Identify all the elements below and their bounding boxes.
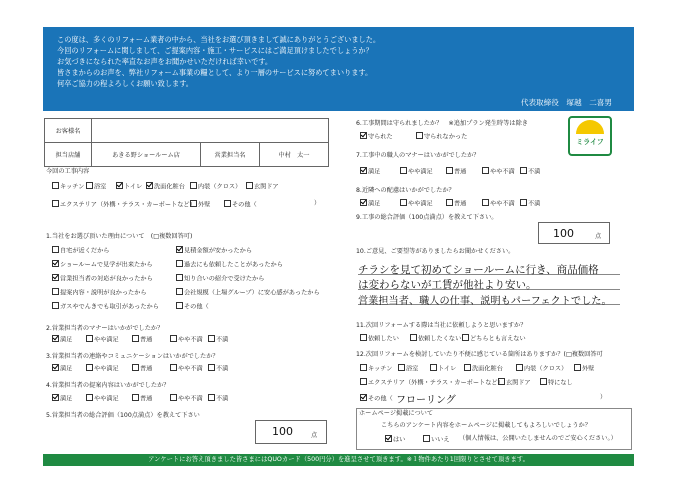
staff-value: 中村 太一	[260, 143, 329, 167]
option	[482, 167, 515, 177]
option-label: 知り合いの紹介で受けたから	[184, 275, 265, 283]
option	[52, 246, 110, 256]
option	[398, 364, 418, 374]
checkbox[interactable]	[52, 394, 59, 401]
option-label: 普通	[140, 336, 153, 344]
web-note: （個人情報は、公開いたしませんのでご安心ください。）	[459, 435, 617, 442]
checkbox[interactable]	[446, 167, 453, 174]
q10-comment-area[interactable]	[358, 260, 628, 310]
option-label: ）	[314, 200, 321, 207]
homepage-section	[356, 408, 632, 450]
customer-name-field[interactable]	[92, 119, 329, 143]
option	[170, 335, 203, 345]
checkbox[interactable]	[170, 335, 177, 342]
checkbox[interactable]	[132, 335, 139, 342]
checkbox[interactable]	[86, 182, 93, 189]
comment-line: 営業担当者、職人の仕事、説明もパーフェクトでした。	[358, 296, 612, 307]
option	[176, 288, 320, 298]
option	[176, 246, 252, 256]
web-yes: はい	[393, 436, 406, 444]
option-label: 内装（クロス）	[198, 183, 242, 191]
q6-title: 6.工事期間は守られましたか？ ※追加プラン発生時等は除き	[356, 120, 528, 127]
option-label: やや満足	[94, 365, 119, 373]
option	[464, 364, 503, 374]
option-label: やや満足	[94, 336, 119, 344]
checkbox[interactable]	[52, 260, 59, 267]
checkbox[interactable]	[423, 435, 430, 442]
option-label: 不満	[216, 336, 229, 344]
greeting-line: 今回のリフォームに関しまして、ご提案内容・施工・サービスにはご満足頂けましたでしょうか？	[57, 46, 373, 55]
checkbox[interactable]	[190, 200, 197, 207]
checkbox[interactable]	[410, 334, 417, 341]
checkbox[interactable]	[176, 288, 183, 295]
checkbox[interactable]	[86, 394, 93, 401]
checkbox[interactable]	[52, 200, 59, 207]
checkbox[interactable]	[146, 182, 153, 189]
option	[146, 182, 185, 192]
q11-title: 11.次回リフォームする際は当社に依頼しようと思いますか？	[356, 322, 527, 329]
option	[176, 260, 283, 270]
checkbox[interactable]	[400, 167, 407, 174]
sun-icon	[576, 120, 604, 134]
q2-title: 2.営業担当者のマナーはいかがでしたか？	[46, 325, 164, 332]
checkbox[interactable]	[416, 132, 423, 139]
option-label: 浴室	[406, 365, 419, 373]
q9-title: 9.工事の総合評価（100点満点）を教えて下さい。	[356, 214, 498, 221]
checkbox[interactable]	[132, 394, 139, 401]
greeting-line: 皆さまからのお声を、弊社リフォーム事業の糧として、より一層のサービスに努めてまいります。	[57, 68, 373, 77]
checkbox[interactable]	[520, 199, 527, 206]
option-label: 浴室	[94, 183, 107, 191]
option	[360, 167, 380, 177]
option	[416, 132, 467, 142]
option	[574, 364, 594, 374]
option-label: 満足	[368, 200, 381, 208]
option-label: どちらとも言えない	[470, 335, 526, 343]
checkbox[interactable]	[208, 335, 215, 342]
option	[190, 182, 241, 192]
option-label: 外壁	[582, 365, 595, 373]
checkbox[interactable]	[208, 364, 215, 371]
option-label: 守られなかった	[424, 133, 468, 141]
checkbox[interactable]	[482, 199, 489, 206]
checkbox[interactable]	[574, 364, 581, 371]
option	[52, 274, 153, 284]
option	[86, 394, 119, 404]
option	[52, 364, 72, 374]
option	[208, 364, 228, 374]
checkbox[interactable]	[52, 246, 59, 253]
checkbox[interactable]	[176, 302, 183, 309]
option-label: 提案内容・説明が良かったから	[60, 289, 147, 297]
option	[86, 182, 106, 192]
option	[246, 182, 279, 192]
q4-title: 4.営業担当者の提案内容はいかがでしたか？	[46, 382, 170, 389]
option-label: 不満	[216, 365, 229, 373]
checkbox[interactable]	[446, 199, 453, 206]
checkbox[interactable]	[116, 182, 123, 189]
q5-score-box[interactable]	[255, 420, 327, 444]
footer-banner: アンケートにお答え頂きました皆さまにはQUOカード（500円分）を進呈させて頂きます。※１物件あたり1回限りとさせて頂きます。	[43, 454, 634, 466]
option-label: エクステリア（外構・テラス・カーポートなど）	[368, 379, 504, 387]
comment-line: チラシを見て初めてショールームに行き、商品価格	[358, 264, 599, 276]
option	[52, 260, 153, 270]
option-label: 満足	[60, 365, 73, 373]
option	[400, 199, 433, 209]
option-label: 過去にも依頼したことがあったから	[184, 261, 283, 269]
option	[410, 334, 461, 344]
option-label: 見積金額が安かったから	[184, 247, 253, 255]
checkbox[interactable]	[52, 288, 59, 295]
option-label: 依頼したい	[368, 335, 399, 343]
option-label: 特になし	[548, 379, 573, 387]
web-title: ホームページ掲載について	[359, 410, 434, 417]
option	[52, 302, 159, 312]
checkbox[interactable]	[86, 335, 93, 342]
option	[132, 364, 152, 374]
checkbox[interactable]	[176, 260, 183, 267]
logo-text: ミライフ	[576, 138, 604, 146]
checkbox[interactable]	[360, 378, 367, 385]
option	[462, 334, 526, 344]
option	[52, 288, 147, 298]
checkbox[interactable]	[360, 394, 367, 401]
option-label: 玄関ドア	[254, 183, 279, 191]
checkbox[interactable]	[482, 167, 489, 174]
checkbox[interactable]	[52, 364, 59, 371]
q5-unit: 点	[311, 432, 318, 439]
customer-name-label: お客様名	[45, 119, 92, 143]
option-label: やや不満	[178, 336, 203, 344]
option-label: やや不満	[490, 168, 515, 176]
option-label: やや不満	[178, 365, 203, 373]
option-label: トイレ	[438, 365, 457, 373]
checkbox[interactable]	[398, 364, 405, 371]
option-label: 普通	[140, 395, 153, 403]
greeting-line: お気づきになられた率直なお声をお聞かせいただければ幸いです。	[57, 57, 273, 66]
signature: 代表取締役 塚越 二喜男	[520, 98, 612, 107]
comment-line: は変わらないが工賃が他社より安い。	[358, 279, 537, 291]
q3-title: 3.営業担当者の連絡やコミュニケーションはいかがでしたか？	[46, 353, 219, 360]
checkbox[interactable]	[360, 132, 367, 139]
q12-title: 12.次回リフォームを検討していたり不便に感じている箇所はありますか？(□複数回答可	[356, 351, 603, 358]
option-label: 普通	[454, 200, 467, 208]
option	[360, 132, 393, 142]
checkbox[interactable]	[132, 364, 139, 371]
checkbox[interactable]	[190, 182, 197, 189]
checkbox[interactable]	[360, 364, 367, 371]
option	[52, 200, 196, 210]
web-no: いいえ	[431, 436, 450, 444]
q1-options	[52, 246, 352, 316]
checkbox[interactable]	[360, 334, 367, 341]
option-label: キッチン	[368, 365, 393, 373]
option	[132, 335, 152, 345]
option-label: 不満	[528, 200, 541, 208]
q1-title: 1.当社をお選び頂いた理由について (□複数回答可)	[46, 233, 193, 240]
checkbox[interactable]	[52, 302, 59, 309]
q7-title: 7.工事中の職人のマナーはいかがでしたか？	[356, 152, 480, 159]
option-label: 内装（クロス）	[524, 365, 568, 373]
option-label: 自宅が近くだから	[60, 247, 110, 255]
checkbox[interactable]	[540, 378, 547, 385]
option	[498, 378, 531, 388]
checkbox[interactable]	[176, 246, 183, 253]
option-label: キッチン	[60, 183, 85, 191]
store-value: あきる野ショールーム店	[92, 143, 201, 167]
option-label: 不満	[528, 168, 541, 176]
option	[116, 182, 142, 192]
option-label: ガスやでんきでも取引があったから	[60, 303, 159, 311]
q12-other-close: ）	[600, 394, 607, 401]
greeting-banner	[43, 27, 634, 111]
checkbox[interactable]	[170, 394, 177, 401]
checkbox[interactable]	[52, 335, 59, 342]
option	[360, 364, 392, 374]
checkbox[interactable]	[52, 274, 59, 281]
checkbox[interactable]	[464, 364, 471, 371]
option	[86, 364, 119, 374]
option-label: 依頼したくない	[418, 335, 462, 343]
web-question: こちらのアンケート内容をホームページに掲載してもよろしいでしょうか？	[381, 422, 591, 429]
option-label: エクステリア（外構・テラス・カーポートなど）	[60, 201, 196, 209]
option-label: 普通	[454, 168, 467, 176]
q5-score: 100	[272, 425, 293, 438]
option	[360, 378, 504, 388]
option	[52, 394, 72, 404]
q9-unit: 点	[595, 233, 602, 240]
checkbox[interactable]	[400, 199, 407, 206]
option	[430, 364, 456, 374]
option-label: 外壁	[198, 201, 211, 209]
option	[52, 335, 72, 345]
checkbox[interactable]	[170, 364, 177, 371]
option-label: 満足	[60, 395, 73, 403]
checkbox[interactable]	[360, 167, 367, 174]
option	[446, 199, 466, 209]
option	[224, 200, 257, 210]
option-label: その他（	[232, 201, 257, 209]
checkbox[interactable]	[498, 378, 505, 385]
work-title: 今回の工事内容	[46, 168, 90, 175]
company-logo	[568, 116, 612, 156]
checkbox[interactable]	[385, 435, 392, 442]
option	[520, 199, 540, 209]
option-label: 満足	[368, 168, 381, 176]
greeting-line: 何卒ご協力の程よろしくお願い致します。	[57, 79, 193, 88]
option-label: やや不満	[178, 395, 203, 403]
option	[52, 182, 84, 192]
q8-title: 8.近隣への配慮はいかがでしたか？	[356, 187, 455, 194]
option-label: やや満足	[408, 168, 433, 176]
option-label: 洗面化粧台	[154, 183, 185, 191]
q12-other-value: フローリング	[396, 395, 456, 406]
checkbox[interactable]	[208, 394, 215, 401]
checkbox[interactable]	[224, 200, 231, 207]
checkbox[interactable]	[52, 182, 59, 189]
option	[190, 200, 210, 210]
customer-info-table	[44, 118, 329, 167]
option	[132, 394, 152, 404]
option-label: 満足	[60, 336, 73, 344]
option	[400, 167, 433, 177]
option-label: トイレ	[124, 183, 143, 191]
option-label: 営業担当者の対応が良かったから	[60, 275, 153, 283]
option-label: やや満足	[94, 395, 119, 403]
checkbox[interactable]	[86, 364, 93, 371]
option	[208, 335, 228, 345]
option	[176, 302, 209, 312]
option	[360, 199, 380, 209]
checkbox[interactable]	[246, 182, 253, 189]
staff-label: 営業担当名	[201, 143, 260, 167]
option	[540, 378, 573, 388]
option-label: やや不満	[490, 200, 515, 208]
checkbox[interactable]	[462, 334, 469, 341]
option	[520, 167, 540, 177]
option	[446, 167, 466, 177]
checkbox[interactable]	[360, 199, 367, 206]
option-label: 玄関ドア	[506, 379, 531, 387]
checkbox[interactable]	[430, 364, 437, 371]
option	[86, 335, 119, 345]
q10-title: 10.ご意見、ご要望等がありましたらお聞かせください。	[356, 248, 515, 255]
option-label: 不満	[216, 395, 229, 403]
option	[360, 334, 399, 344]
option-label: やや満足	[408, 200, 433, 208]
option-label: その他（	[184, 303, 209, 311]
checkbox[interactable]	[520, 167, 527, 174]
option-label: 洗面化粧台	[472, 365, 503, 373]
option	[482, 199, 515, 209]
option-label: 守られた	[368, 133, 393, 141]
option-label: ショールームで見学が出来たから	[60, 261, 153, 269]
checkbox[interactable]	[516, 364, 523, 371]
q9-score: 100	[553, 227, 574, 240]
greeting-line: この度は、多くのリフォーム業者の中から、当社をお選び頂きまして誠にありがとうございました。	[57, 35, 381, 44]
option	[170, 394, 203, 404]
q9-score-box[interactable]	[538, 222, 610, 244]
option-label: 普通	[140, 365, 153, 373]
option	[176, 274, 264, 284]
option	[170, 364, 203, 374]
option	[208, 394, 228, 404]
store-label: 担当店舗	[45, 143, 92, 167]
q12-other-label: その他（	[368, 395, 393, 403]
q5-title: 5.営業担当者の総合評価（100点満点）を教えて下さい	[46, 412, 200, 419]
checkbox[interactable]	[176, 274, 183, 281]
option-label: 会社規模（上場グループ）に安心感があったから	[184, 289, 320, 297]
option	[516, 364, 567, 374]
